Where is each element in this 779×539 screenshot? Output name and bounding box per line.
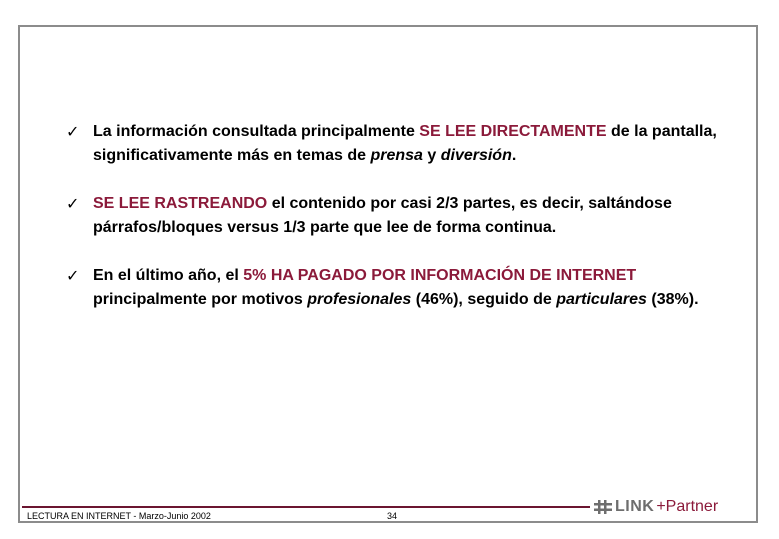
page-number: 34: [387, 511, 398, 521]
bullet-text: principalmente por motivos: [93, 291, 308, 308]
bullet-text: y: [422, 147, 441, 164]
check-mark-icon: ✓: [66, 194, 80, 213]
bullet-list: [66, 120, 736, 336]
bullet-emphasis: particulares: [556, 291, 647, 308]
bullet-text: En el último año, el: [93, 267, 244, 284]
bullet-text: el contenido por casi 2/3 partes, es decir, saltándose párrafos/bloques versus 1/3 parte que lee de forma continua.: [93, 195, 672, 236]
logo-name: LINK: [615, 498, 655, 515]
footer-divider: [22, 506, 590, 508]
bullet-text: (38%).: [646, 291, 699, 308]
bullet-item: [66, 192, 736, 240]
bullet-text: .: [511, 147, 517, 164]
bullet-emphasis: diversión: [440, 147, 512, 164]
bullet-item: [66, 264, 736, 312]
check-mark-icon: ✓: [66, 122, 80, 141]
bullet-highlight: SE LEE RASTREANDO: [93, 195, 268, 212]
bullet-text: (46%), seguido de: [411, 291, 557, 308]
bullet-item: [66, 120, 736, 168]
logo-mark-icon: [594, 500, 612, 514]
bullet-text: de la pantalla, significativamente más en temas de: [93, 123, 717, 164]
bullet-emphasis: profesionales: [307, 291, 412, 308]
bullet-emphasis: prensa: [370, 147, 423, 164]
bullet-highlight: SE LEE DIRECTAMENTE: [419, 123, 607, 140]
bullet-text: La información consultada principalmente: [93, 123, 420, 140]
bullet-highlight: 5%: [243, 267, 267, 284]
footer-study-title: LECTURA EN INTERNET - Marzo-Junio 2002: [27, 511, 211, 521]
logo-suffix: +Partner: [656, 498, 719, 515]
check-mark-icon: ✓: [66, 266, 80, 285]
company-logo: [594, 496, 718, 518]
bullet-highlight: HA PAGADO POR INFORMACIÓN DE INTERNET: [270, 267, 637, 284]
